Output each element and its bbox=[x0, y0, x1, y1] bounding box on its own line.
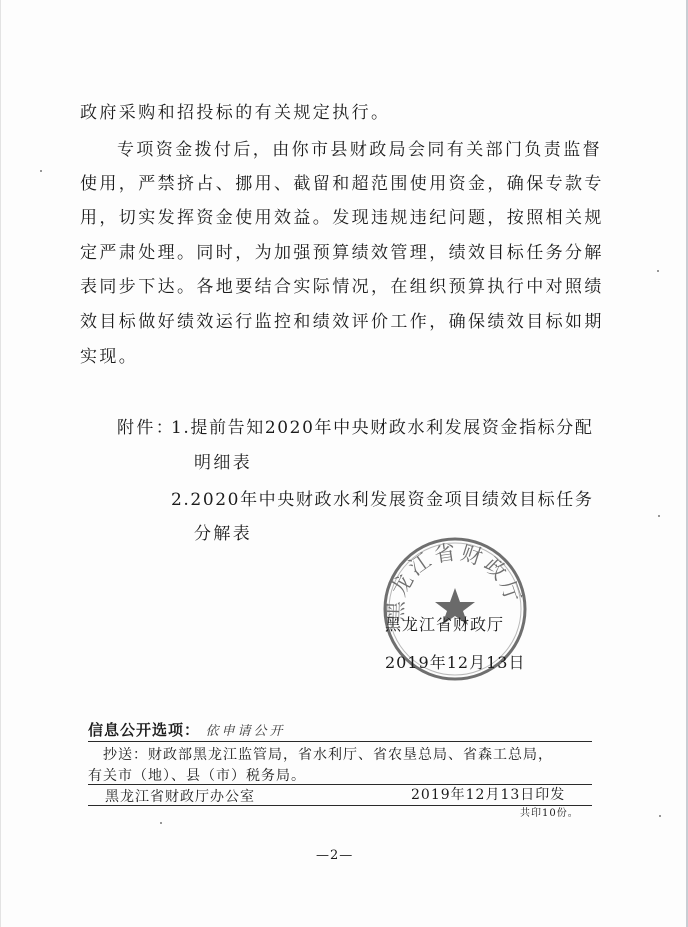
body-line-3: 使用，严禁挤占、挪用、截留和超范围使用资金，确保专款专 bbox=[80, 174, 604, 194]
scan-speck bbox=[658, 515, 660, 517]
body-line-8: 实现。 bbox=[80, 347, 139, 367]
cc-line-1: 抄送：财政部黑龙江监管局，省水利厅、省农垦总局、省森工总局， bbox=[103, 747, 553, 763]
attachment-item-2-cont: 分解表 bbox=[194, 524, 253, 544]
scan-speck bbox=[659, 815, 661, 817]
issuing-office: 黑龙江省财政厅办公室 bbox=[105, 789, 255, 805]
attachment-label: 附件： bbox=[117, 418, 176, 438]
page-number: —2— bbox=[316, 848, 354, 863]
body-line-4: 用，切实发挥资金使用效益。发现违规违纪问题，按照相关规 bbox=[80, 208, 604, 228]
disclosure-label: 信息公开选项： bbox=[88, 721, 201, 739]
signature-date: 2019年12月13日 bbox=[385, 653, 526, 672]
attachment-item-1: 1.提前告知2020年中央财政水利发展资金指标分配 bbox=[171, 418, 594, 438]
body-line-6: 表同步下达。各地要结合实际情况，在组织预算执行中对照绩 bbox=[80, 277, 604, 297]
copies-note: 共印10份。 bbox=[520, 808, 579, 819]
signature-org: 黑龙江省财政厅 bbox=[385, 615, 505, 634]
seal-text: 黑龙江省财政厅 bbox=[383, 539, 527, 623]
scan-speck bbox=[40, 170, 42, 172]
body-line-7: 效目标做好绩效运行监控和绩效评价工作，确保绩效目标如期 bbox=[80, 312, 604, 332]
footer-rule-top bbox=[88, 741, 592, 742]
scan-edge-left bbox=[0, 0, 1, 927]
footer-rule-bottom bbox=[88, 805, 592, 806]
attachment-item-2: 2.2020年中央财政水利发展资金项目绩效目标任务 bbox=[171, 490, 594, 510]
print-date: 2019年12月13日印发 bbox=[411, 787, 566, 803]
body-line-5: 定严肃处理。同时，为加强预算绩效管理，绩效目标任务分解 bbox=[80, 243, 604, 263]
attachment-item-1-cont: 明细表 bbox=[194, 453, 253, 473]
disclosure-row bbox=[88, 719, 285, 740]
body-line-2: 专项资金拨付后，由你市县财政局会同有关部门负责监督 bbox=[117, 140, 602, 160]
cc-line-2: 有关市（地）、县（市）税务局。 bbox=[88, 768, 306, 784]
body-line-1: 政府采购和招投标的有关规定执行。 bbox=[80, 103, 391, 123]
scan-speck bbox=[160, 822, 162, 824]
disclosure-value: 依申请公开 bbox=[205, 724, 286, 739]
scan-speck bbox=[657, 270, 659, 272]
